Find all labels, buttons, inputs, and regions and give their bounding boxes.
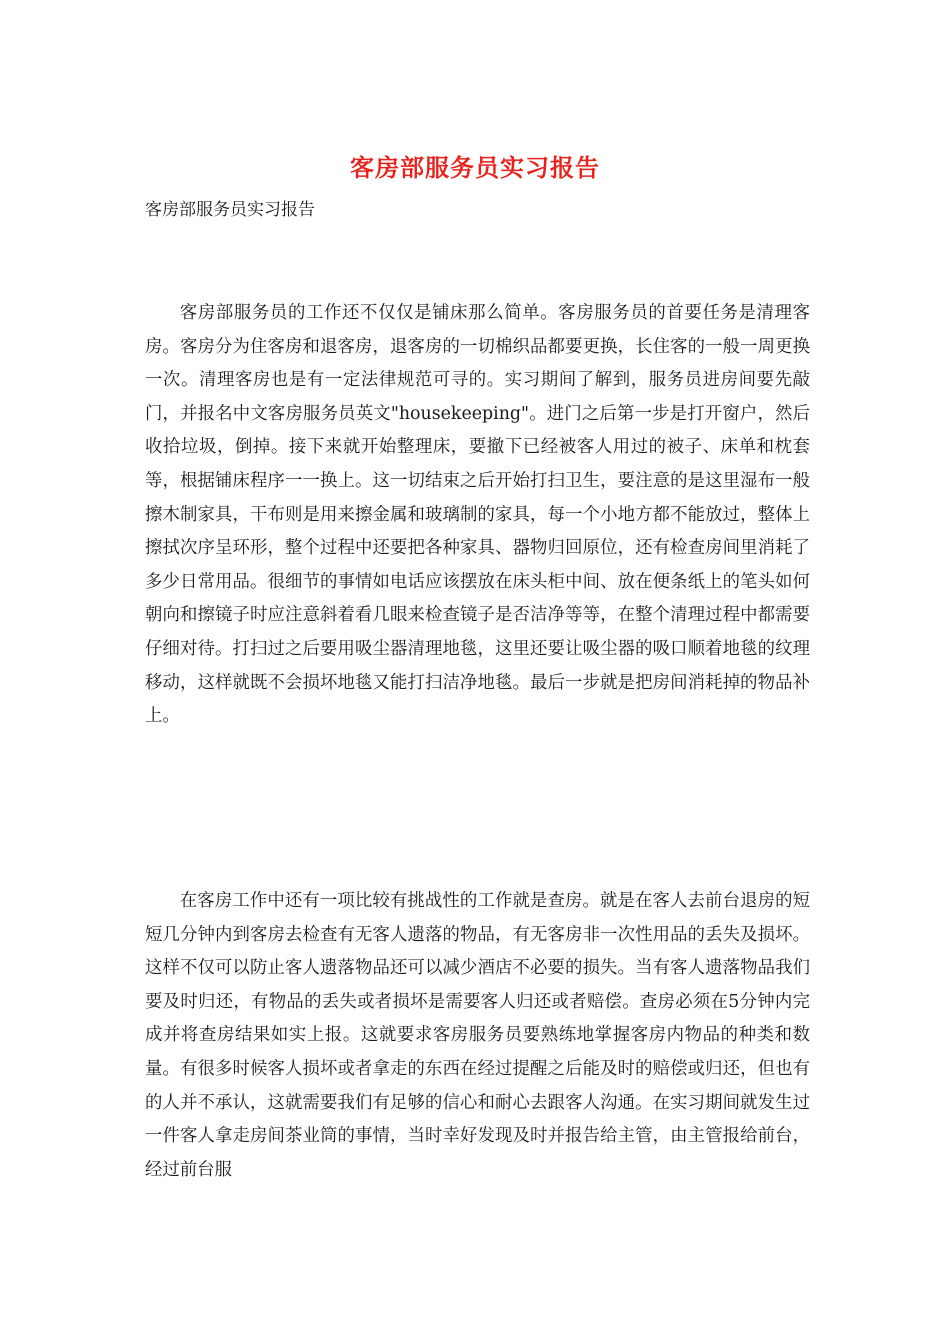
body-paragraph: 客房部服务员的工作还不仅仅是铺床那么简单。客房服务员的首要任务是清理客房。客房分为住客房和退客房，退客房的一切棉织品都要更换，长住客的一般一周更换一次。清理客房也是有一定法律规范可寻的。实习期间了解到，服务员进房间要先敲门，并报名中文客房服务员英文"housekeeping"。进门之后第一步是打开窗户，然后收拾垃圾，倒掉。接下来就开始整理床，要撤下已经被客人用过的被子、床单和枕套等，根据铺床程序一一换上。这一切结束之后开始打扫卫生，要注意的是这里湿布一般擦木制家具，干布则是用来擦金属和玻璃制的家具，每一个小地方都不能放过，整体上擦拭次序呈环形，整个过程中还要把各种家具、器物归回原位，还有检查房间里消耗了多少日常用品。很细节的事情如电话应该摆放在床头柜中间、放在便条纸上的笔头如何朝向和擦镜子时应注意斜着看几眼来检查镜子是否洁净等等，在整个清理过程中都需要仔细对待。打扫过之后要用吸尘器清理地毯，这里还要让吸尘器的吸口顺着地毯的纹理移动，这样就既不会损坏地毯又能打扫洁净地毯。最后一步就是把房间消耗掉的物品补上。 <box>145 303 810 727</box>
document-title: 客房部服务员实习报告 <box>350 153 600 182</box>
document-subtitle: 客房部服务员实习报告 <box>145 200 315 220</box>
body-paragraph: 在客房工作中还有一项比较有挑战性的工作就是查房。就是在客人去前台退房的短短几分钟内到客房去检查有无客人遗落的物品，有无客房非一次性用品的丢失及损坏。这样不仅可以防止客人遗落物品还可以减少酒店不必要的损失。当有客人遗落物品我们要及时归还，有物品的丢失或者损坏是需要客人归还或者赔偿。查房必须在5分钟内完成并将查房结果如实上报。这就要求客房服务员要熟练地掌握客房内物品的种类和数量。有很多时候客人损坏或者拿走的东西在经过提醒之后能及时的赔偿或归还，但也有的人并不承认，这就需要我们有足够的信心和耐心去跟客人沟通。在实习期间就发生过一件客人拿走房间茶业筒的事情，当时幸好发现及时并报告给主管，由主管报给前台，经过前台服 <box>145 891 810 1180</box>
